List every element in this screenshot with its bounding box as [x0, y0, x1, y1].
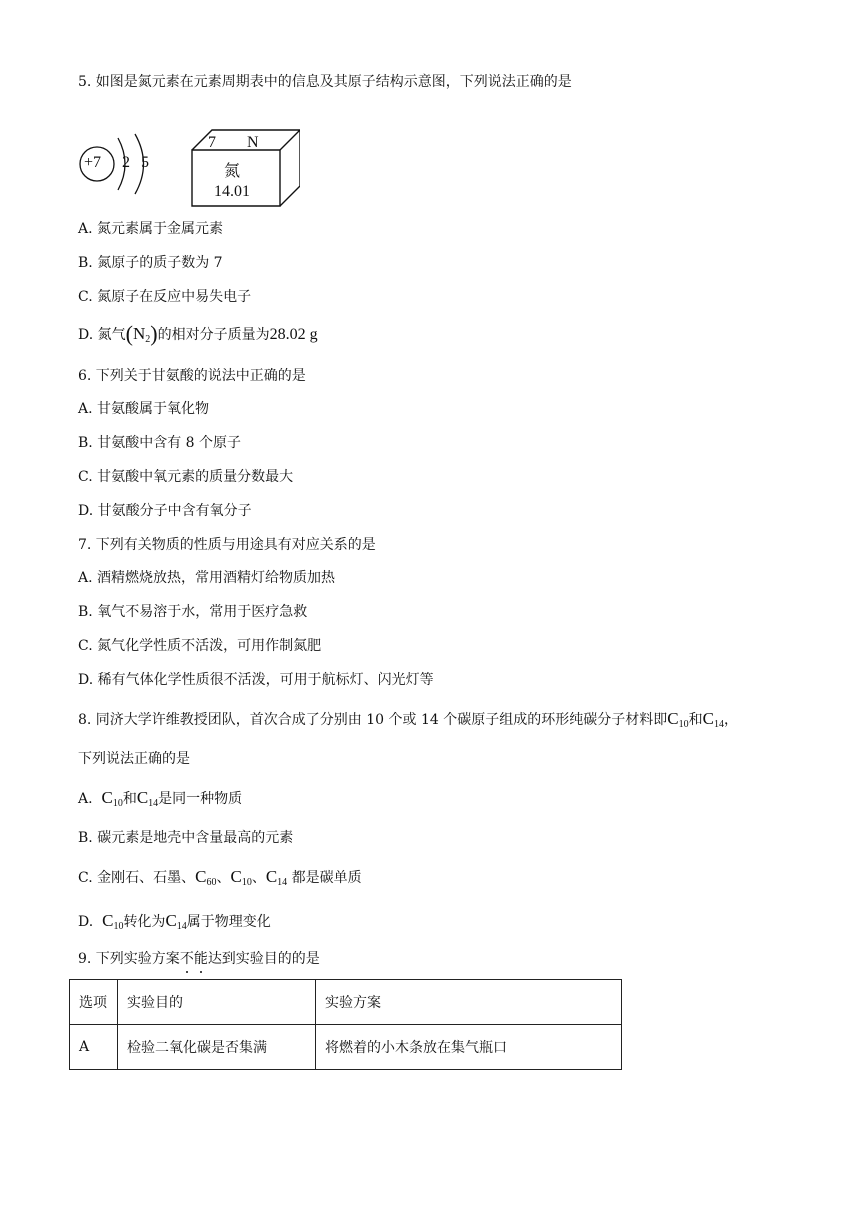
q6-option-a: A. 甘氨酸属于氧化物 — [78, 401, 210, 417]
q8-option-b: B. 碳元素是地壳中含量最高的元素 — [78, 830, 294, 846]
table-header-cell: 实验目的 — [118, 980, 316, 1025]
experiment-table — [69, 979, 622, 1070]
q5-option-d-mid: 的相对分子质量为 — [157, 327, 270, 343]
q5-option-d-prefix: D. 氮气 — [78, 327, 126, 343]
c10-formula: $C_{10}$ — [230, 867, 252, 888]
nitrogen-figure — [78, 126, 318, 216]
table-row — [70, 1025, 622, 1070]
q7-option-c: C. 氮气化学性质不活泼，可用作制氮肥 — [78, 638, 322, 654]
shell1-electrons: 2 — [122, 154, 130, 171]
q5-option-c: C. 氮原子在反应中易失电子 — [78, 289, 252, 305]
q6-stem: 6. 下列关于甘氨酸的说法中正确的是 — [78, 368, 306, 384]
emphasis-dot-char: 不 — [179, 951, 194, 967]
q8-stem-and: 和 — [688, 712, 703, 728]
q8-stem-text: 8. 同济大学许维教授团队，首次合成了分别由 10 个或 14 个碳原子组成的环形纯碳分子材料即 — [78, 712, 668, 728]
q6-option-d: D. 甘氨酸分子中含有氧分子 — [78, 503, 252, 519]
q8-stem-end: ， — [723, 712, 738, 728]
atomic-number: 7 — [208, 134, 216, 151]
q8-option-a: A. $C_{10}$和$C_{14}$是同一种物质 — [78, 788, 243, 809]
q7-option-a: A. 酒精燃烧放热，常用酒精灯给物质加热 — [78, 570, 336, 586]
table-header-row — [70, 980, 622, 1025]
n2-formula: $N_2$ — [132, 324, 151, 345]
emphasis-dot-char: 能 — [193, 951, 208, 967]
q5-stem: 5. 如图是氮元素在元素周期表中的信息及其原子结构示意图，下列说法正确的是 — [78, 74, 572, 90]
c14-formula: $C_{14}$ — [136, 788, 159, 809]
c10-formula: $C_{10}$ — [101, 788, 123, 809]
q6-option-c: C. 甘氨酸中氧元素的质量分数最大 — [78, 469, 294, 485]
c14-formula: $C_{14}$ — [165, 911, 187, 932]
paren-close: ) — [150, 321, 158, 346]
element-name: 氮 — [224, 163, 241, 180]
table-cell: 检验二氧化碳是否集满 — [118, 1025, 316, 1070]
q5-option-d — [78, 321, 318, 350]
c10-formula: $C_{10}$ — [667, 709, 689, 730]
table-header-cell: 实验方案 — [316, 980, 622, 1025]
element-symbol: N — [247, 134, 259, 151]
shell2-electrons: 5 — [141, 154, 149, 171]
table-header-cell: 选项 — [70, 980, 118, 1025]
q6-option-b: B. 甘氨酸中含有 8 个原子 — [78, 435, 241, 451]
q5-option-b: B. 氮原子的质子数为 7 — [78, 255, 223, 271]
c10-formula: $C_{10}$ — [102, 911, 124, 932]
q8-option-d: D. $C_{10}$转化为$C_{14}$属于物理变化 — [78, 911, 271, 932]
table-cell: 将燃着的小木条放在集气瓶口 — [316, 1025, 622, 1070]
q8-stem — [78, 709, 738, 735]
q5-option-d-value: 28.02 g — [269, 326, 318, 343]
q8-option-c: C. 金刚石、石墨、$C_{60}$、$C_{10}$、$C_{14}$ 都是碳单质 — [78, 867, 362, 888]
q7-stem: 7. 下列有关物质的性质与用途具有对应关系的是 — [78, 537, 376, 553]
q7-option-d: D. 稀有气体化学性质很不活泼，可用于航标灯、闪光灯等 — [78, 672, 434, 688]
table-cell: A — [70, 1025, 118, 1070]
c60-formula: $C_{60}$ — [195, 867, 217, 888]
c14-formula: $C_{14}$ — [702, 709, 724, 730]
atomic-mass: 14.01 — [214, 183, 250, 200]
c14-formula: $C_{14}$ — [265, 867, 288, 888]
q9-stem: 9. 下列实验方案不能达到实验目的的是 — [78, 951, 320, 967]
q7-option-b: B. 氧气不易溶于水，常用于医疗急救 — [78, 604, 308, 620]
q8-stem-line2: 下列说法正确的是 — [78, 751, 190, 767]
paren-open: ( — [125, 321, 133, 346]
q5-option-a: A. 氮元素属于金属元素 — [78, 221, 224, 237]
nucleus-charge: +7 — [84, 154, 102, 171]
